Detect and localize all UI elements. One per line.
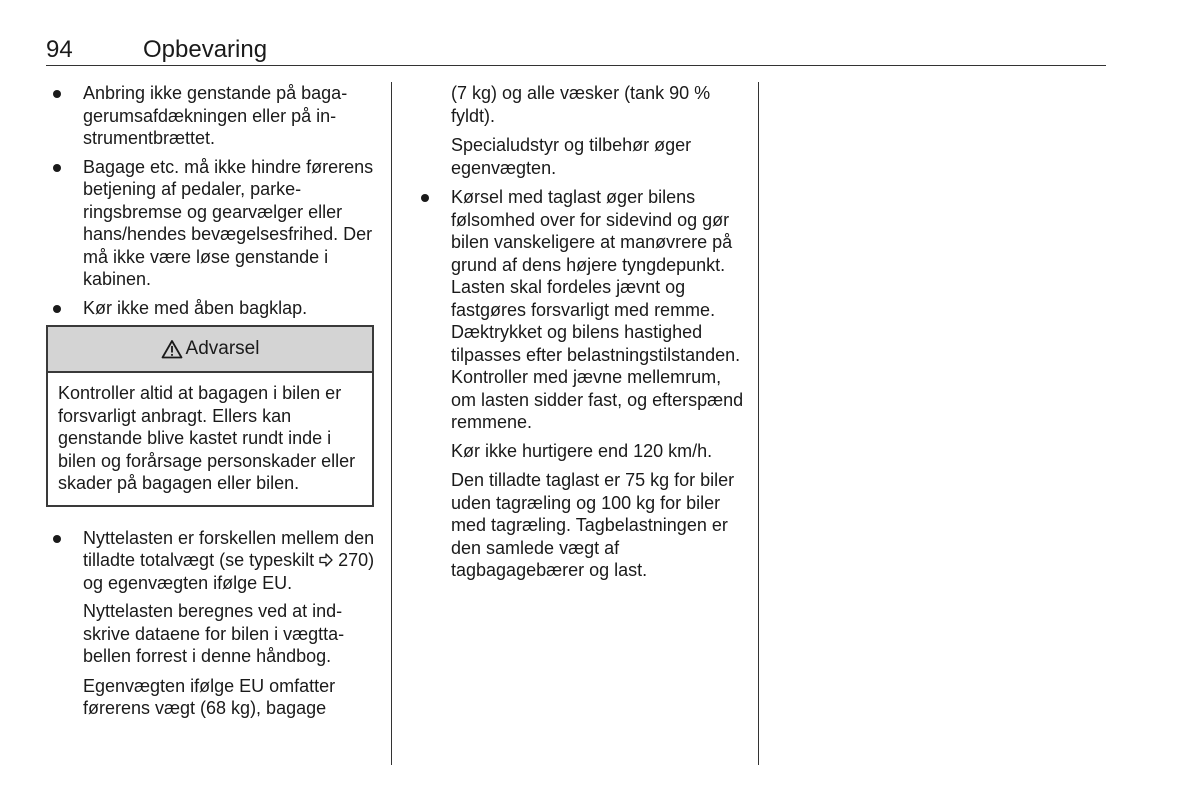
header-divider — [46, 65, 1106, 66]
bullet-icon — [53, 535, 61, 543]
column-divider-left — [391, 82, 392, 765]
bullet-icon — [421, 194, 429, 202]
list-item — [414, 186, 744, 434]
list-item — [46, 82, 376, 150]
list-item — [46, 527, 376, 595]
paragraph: Egenvægten ifølge EU omfatter førerens vægt (68 kg), bagage — [83, 675, 336, 718]
warning-triangle-icon — [161, 339, 183, 359]
list-item — [46, 156, 376, 291]
paragraph: Den tilladte taglast er 75 kg for biler uden tagræling og 100 kg for biler med tagræling. Tagbelastningen er den samlede vægt af tagbagagebærer og last. — [451, 470, 735, 580]
warning-header — [48, 327, 372, 373]
list-item-text: Nyttelasten er forskellen mellem den tilladte totalvægt (se typeskilt — [83, 527, 375, 570]
warning-text: Kontroller altid at bagagen i bilen er forsvarligt anbragt. Ellers kan genstande blive kastet rundt inde i bilen og forårsage personskader eller skader på bagagen eller bilen. — [58, 383, 356, 493]
bullet-icon — [53, 305, 61, 313]
warning-box — [46, 325, 374, 507]
list-item-text: Kør ikke med åben bagklap. — [83, 297, 308, 318]
page-number: 94 — [46, 36, 73, 63]
page-title: Opbevaring — [143, 36, 268, 63]
paragraph: Specialudstyr og tilbehør øger egenvægten. — [451, 135, 692, 178]
right-column — [414, 82, 744, 589]
paragraph: Kør ikke hurtigere end 120 km/h. — [451, 440, 713, 461]
column-divider-right — [758, 82, 759, 765]
paragraph: Nyttelasten beregnes ved at indskrive dataene for bilen i vægttabellen forrest i denne håndbog. — [83, 601, 345, 666]
page-reference-arrow-icon — [319, 553, 333, 567]
paragraph: (7 kg) og alle væsker (tank 90 % fyldt). — [451, 83, 711, 126]
list-item-text: Anbring ikke genstande på bagagerumsafdækningen eller på instrumentbrættet. — [83, 83, 348, 148]
warning-title: Advarsel — [185, 337, 260, 359]
page-reference-text: 270) og egenvægten ifølge EU. — [83, 550, 375, 593]
list-item — [46, 297, 376, 320]
list-item-text: Bagage etc. må ikke hindre førerens betjening af pedaler, parkeringsbremse og gearvælger eller hans/hendes bevægelsesfrihed. Der må ikke være løse genstande i kabinen. — [83, 156, 374, 289]
bullet-icon — [53, 164, 61, 172]
list-item-text: Kørsel med taglast øger bilens følsomhed over for sidevind og gør bilen vanskeligere at manøvrere på grund af dens højere tyngdepunkt. Lasten skal fordeles jævnt og fastgøres forsvarligt med remme. Dæktrykket og bilens hastighed tilpasses efter belastningstilstanden. Kontroller med jævne mellemrum, om lasten sidder fast, og efterspænd remmene. — [451, 187, 744, 432]
bullet-icon — [53, 90, 61, 98]
left-column — [46, 82, 376, 727]
page-header — [46, 36, 1106, 64]
